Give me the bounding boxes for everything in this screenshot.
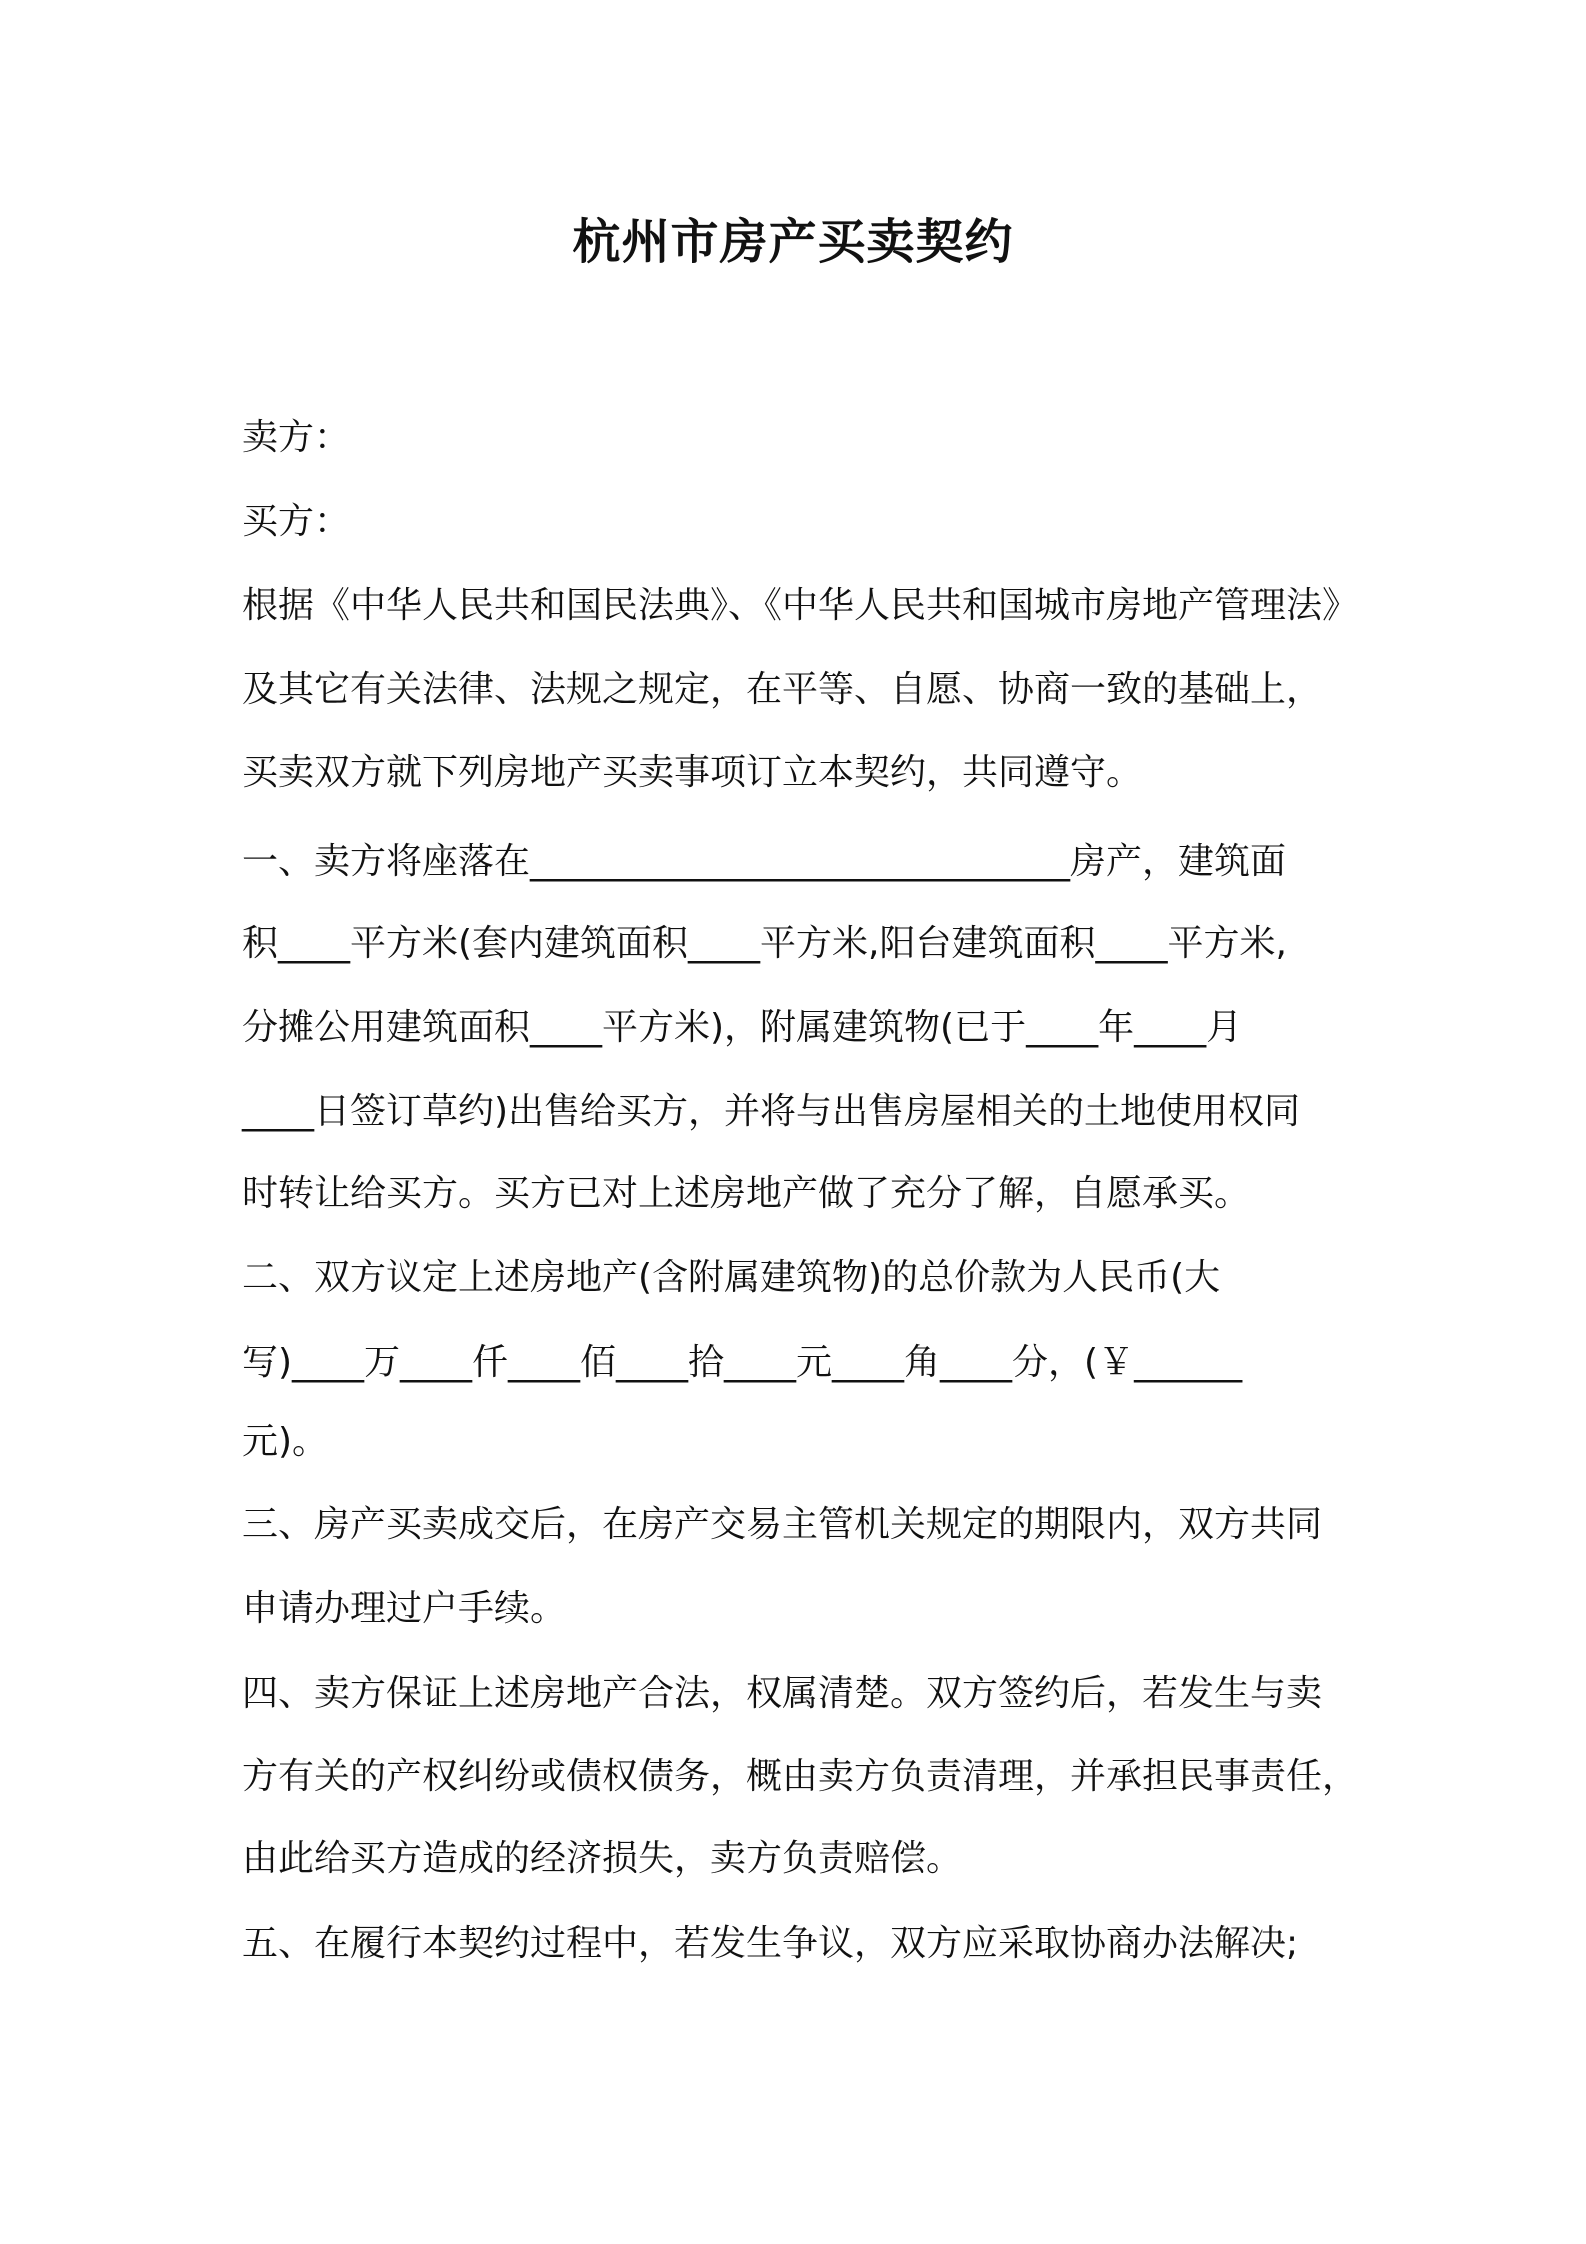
document-title: 杭州市房产买卖契约	[572, 214, 1014, 270]
clause-1-line-2: 积____平方米(套内建筑面积____平方米,阳台建筑面积____平方米,	[242, 923, 1287, 964]
clause-1-line-5: 时转让给买方。买方已对上述房地产做了充分了解，自愿承买。	[242, 1173, 1251, 1214]
clause-3-line-1: 三、房产买卖成交后，在房产交易主管机关规定的期限内，双方共同	[242, 1504, 1323, 1545]
seller-line: 卖方：	[242, 417, 351, 458]
preamble-line-2: 及其它有关法律、法规之规定，在平等、自愿、协商一致的基础上，	[242, 669, 1323, 710]
clause-2-line-1: 二、双方议定上述房地产(含附属建筑物)的总价款为人民币(大	[242, 1257, 1221, 1298]
clause-1-line-3: 分摊公用建筑面积____平方米)，附属建筑物(已于____年____月	[242, 1007, 1243, 1048]
clause-4-line-1: 四、卖方保证上述房地产合法，权属清楚。双方签约后，若发生与卖	[242, 1673, 1323, 1714]
clause-5-line-1: 五、在履行本契约过程中，若发生争议，双方应采取协商办法解决;	[242, 1923, 1299, 1964]
clause-2-line-2: 写)____万____仟____佰____拾____元____角____分，(￥______	[242, 1342, 1243, 1383]
clause-1-line-1: 一、卖方将座落在______________________________房产，建筑面	[242, 841, 1287, 882]
clause-4-line-3: 由此给买方造成的经济损失，卖方负责赔偿。	[242, 1838, 963, 1879]
buyer-line: 买方：	[242, 501, 351, 542]
preamble-line-1: 根据《中华人民共和国民法典》、《中华人民共和国城市房地产管理法》	[242, 585, 1359, 626]
clause-2-line-3: 元)。	[242, 1421, 329, 1462]
clause-3-line-2: 申请办理过户手续。	[242, 1588, 567, 1629]
clause-4-line-2: 方有关的产权纠纷或债权债务，概由卖方负责清理，并承担民事责任，	[242, 1756, 1359, 1797]
clause-1-line-4: ____日签订草约)出售给买方，并将与出售房屋相关的土地使用权同	[242, 1091, 1301, 1132]
preamble-line-3: 买卖双方就下列房地产买卖事项订立本契约，共同遵守。	[242, 752, 1143, 793]
